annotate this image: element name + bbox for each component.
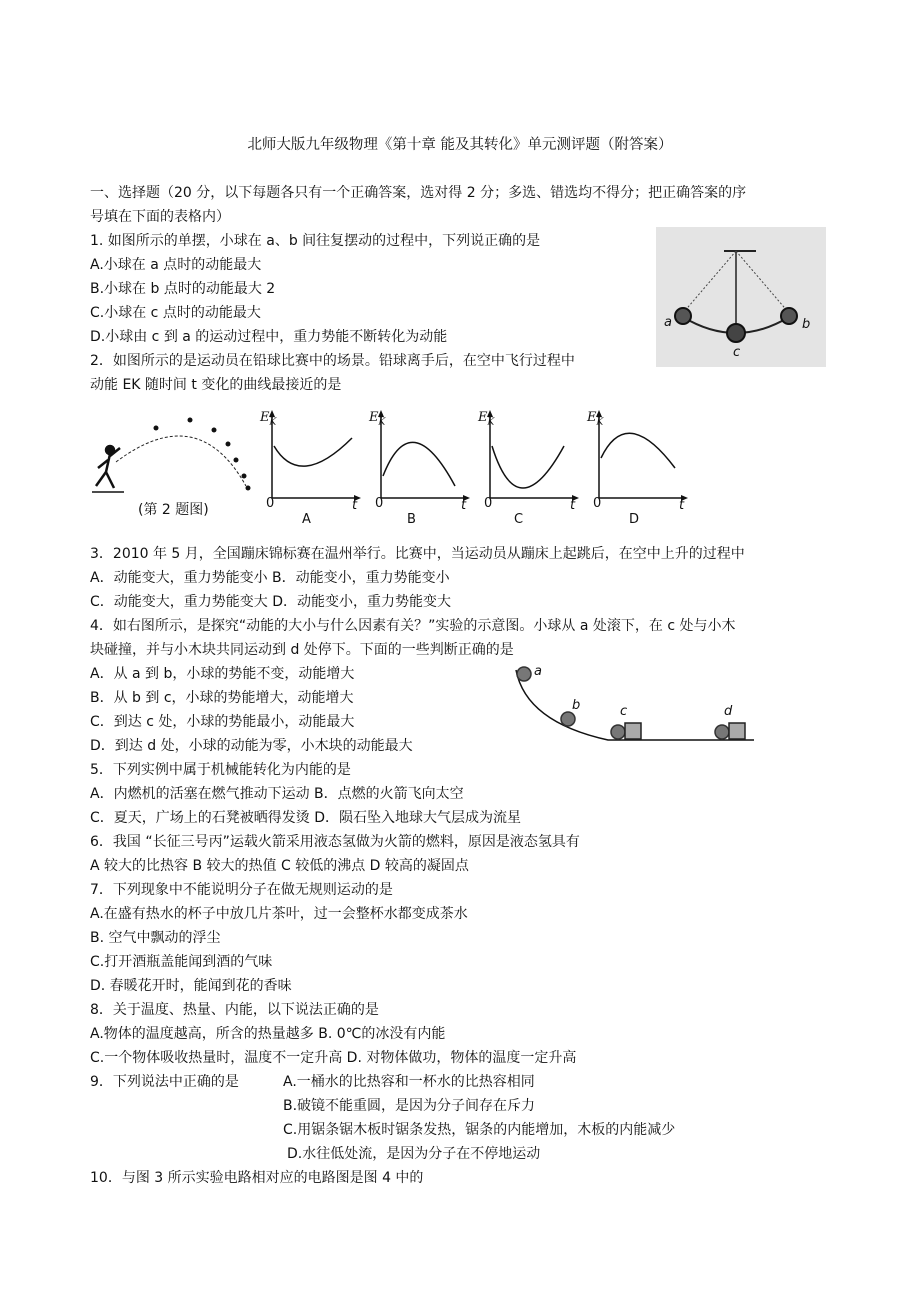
shot-dot: [234, 458, 239, 463]
graph-b-x-label: t: [461, 498, 467, 513]
ball-b: [781, 308, 797, 324]
q4-option-b: B．从 b 到 c，小球的势能增大，动能增大: [90, 690, 354, 706]
q3-options-cd: C．动能变大，重力势能变大 D．动能变小，重力势能变大: [90, 594, 452, 610]
graph-a: [262, 408, 362, 528]
q2-figure-caption: (第 2 题图): [138, 502, 209, 518]
graph-c-x-label: t: [570, 498, 576, 513]
pendulum-diagram: [656, 227, 826, 367]
q7-option-b: B. 空气中飘动的浮尘: [90, 930, 221, 946]
q8-options-cd: C.一个物体吸收热量时，温度不一定升高 D. 对物体做功，物体的温度一定升高: [90, 1050, 577, 1066]
block-at-d: [729, 723, 745, 739]
q9-stem: 9．下列说法中正确的是: [90, 1074, 239, 1090]
graph-b: [371, 408, 471, 528]
graph-b-label: B: [407, 512, 416, 527]
shot-dot: [188, 418, 193, 423]
ball-a: [675, 308, 691, 324]
q9-option-d: D.水往低处流，是因为分子在不停地运动: [287, 1146, 541, 1162]
graph-a-origin: 0: [266, 496, 275, 511]
q6-stem: 6．我国 “长征三号丙”运载火箭采用液态氢做为火箭的燃料，原因是液态氢具有: [90, 834, 580, 850]
q8-stem: 8．关于温度、热量、内能，以下说法正确的是: [90, 1002, 379, 1018]
graph-c-y-label: $E_K$: [478, 410, 495, 428]
graph-b-origin: 0: [375, 496, 384, 511]
graph-d-x-label: t: [679, 498, 685, 513]
ramp-label-d: d: [724, 704, 733, 719]
ball-at-c: [611, 725, 625, 739]
q9-option-a: A.一桶水的比热容和一杯水的比热容相同: [283, 1074, 535, 1090]
q7-option-d: D. 春暖花开时，能闻到花的香味: [90, 978, 292, 994]
q10-stem: 10．与图 3 所示实验电路相对应的电路图是图 4 中的: [90, 1170, 424, 1186]
q4-option-c: C．到达 c 处，小球的势能最小，动能最大: [90, 714, 355, 730]
shot-put-scene: [88, 410, 258, 500]
pendulum-label-b: b: [802, 317, 811, 332]
graph-d-label: D: [629, 512, 640, 527]
ball-at-d: [715, 725, 729, 739]
q3-stem: 3．2010 年 5 月，全国蹦床锦标赛在温州举行。比赛中，当运动员从蹦床上起跳后，在空中上升的过程中: [90, 546, 745, 562]
ramp-label-c: c: [620, 704, 628, 719]
graph-b-y-label: $E_K$: [369, 410, 386, 428]
section-instructions-line1: 一、选择题（20 分，以下每题各只有一个正确答案，选对得 2 分；多选、错选均不得分；把正确答案的序: [90, 185, 747, 201]
q5-stem: 5．下列实例中属于机械能转化为内能的是: [90, 762, 351, 778]
q4-stem-line2: 块碰撞，并与小木块共同运动到 d 处停下。下面的一些判断正确的是: [90, 642, 514, 658]
q5-options-cd: C．夏天，广场上的石凳被晒得发烫 D．陨石坠入地球大气层成为流星: [90, 810, 522, 826]
q5-options-ab: A．内燃机的活塞在燃气推动下运动 B．点燃的火箭飞向太空: [90, 786, 464, 802]
ball-at-b: [561, 712, 575, 726]
ramp-label-a: a: [534, 664, 542, 679]
graph-c-curve: [492, 446, 564, 488]
section-instructions-line2: 号填在下面的表格内）: [90, 209, 230, 225]
graph-d-origin: 0: [593, 496, 602, 511]
document-title: 北师大版九年级物理《第十章 能及其转化》单元测评题（附答案）: [247, 137, 673, 153]
q2-stem-line2: 动能 EK 随时间 t 变化的曲线最接近的是: [90, 377, 342, 393]
q1-option-a: A.小球在 a 点时的动能最大: [90, 257, 262, 273]
shot-put-figure: [88, 410, 258, 525]
q1-option-c: C.小球在 c 点时的动能最大: [90, 305, 261, 321]
shot-dot: [242, 474, 247, 479]
graph-a-curve: [274, 438, 352, 466]
pendulum-string-a: [683, 251, 736, 313]
ramp-figure: [508, 660, 758, 745]
q1-option-b: B.小球在 b 点时的动能最大 2: [90, 281, 276, 297]
block-at-c: [625, 723, 641, 739]
q4-option-a: A．从 a 到 b，小球的势能不变，动能增大: [90, 666, 355, 682]
ball-c: [727, 324, 745, 342]
q9-option-b: B.破镜不能重圆，是因为分子间存在斥力: [283, 1098, 536, 1114]
graph-a-y-label: $E_K$: [260, 410, 277, 428]
q6-options: A 较大的比热容 B 较大的热值 C 较低的沸点 D 较高的凝固点: [90, 858, 469, 874]
graph-c-label: C: [514, 512, 524, 527]
graph-b-curve: [383, 442, 455, 486]
pendulum-label-a: a: [664, 315, 672, 330]
shot-dot: [154, 426, 159, 431]
pendulum-figure: [656, 227, 826, 367]
shot-dot: [246, 486, 251, 491]
pendulum-label-c: c: [733, 345, 741, 360]
ball-at-a: [517, 667, 531, 681]
graph-c-origin: 0: [484, 496, 493, 511]
shot-dot: [226, 442, 231, 447]
graph-d: [589, 408, 689, 528]
graph-c: [480, 408, 580, 528]
pendulum-string-b: [736, 251, 789, 313]
q8-options-ab: A.物体的温度越高，所含的热量越多 B. 0℃的冰没有内能: [90, 1026, 446, 1042]
q1-option-d: D.小球由 c 到 a 的运动过程中，重力势能不断转化为动能: [90, 329, 448, 345]
q4-stem-line1: 4．如右图所示，是探究“动能的大小与什么因素有关？”实验的示意图。小球从 a 处滚下，在 c 处与小木: [90, 618, 736, 634]
graph-d-curve: [601, 433, 675, 468]
q9-option-c: C.用锯条锯木板时锯条发热，锯条的内能增加，木板的内能减少: [283, 1122, 676, 1138]
q1-stem: 1. 如图所示的单摆，小球在 a、b 间往复摆动的过程中，下列说正确的是: [90, 233, 541, 249]
ramp-diagram: [508, 660, 758, 745]
graph-d-y-label: $E_K$: [587, 410, 604, 428]
q7-option-c: C.打开酒瓶盖能闻到酒的气味: [90, 954, 273, 970]
q2-stem-line1: 2．如图所示的是运动员在铅球比赛中的场景。铅球离手后，在空中飞行过程中: [90, 353, 575, 369]
q7-stem: 7．下列现象中不能说明分子在做无规则运动的是: [90, 882, 393, 898]
shot-dot: [212, 428, 217, 433]
graph-a-label: A: [302, 512, 311, 527]
ramp-label-b: b: [572, 698, 581, 713]
q4-option-d: D．到达 d 处，小球的动能为零，小木块的动能最大: [90, 738, 413, 754]
q7-option-a: A.在盛有热水的杯子中放几片茶叶，过一会整杯水都变成茶水: [90, 906, 468, 922]
athlete-icon: [92, 446, 124, 492]
q3-options-ab: A．动能变大，重力势能变小 B．动能变小，重力势能变小: [90, 570, 450, 586]
graph-a-x-label: t: [352, 498, 358, 513]
